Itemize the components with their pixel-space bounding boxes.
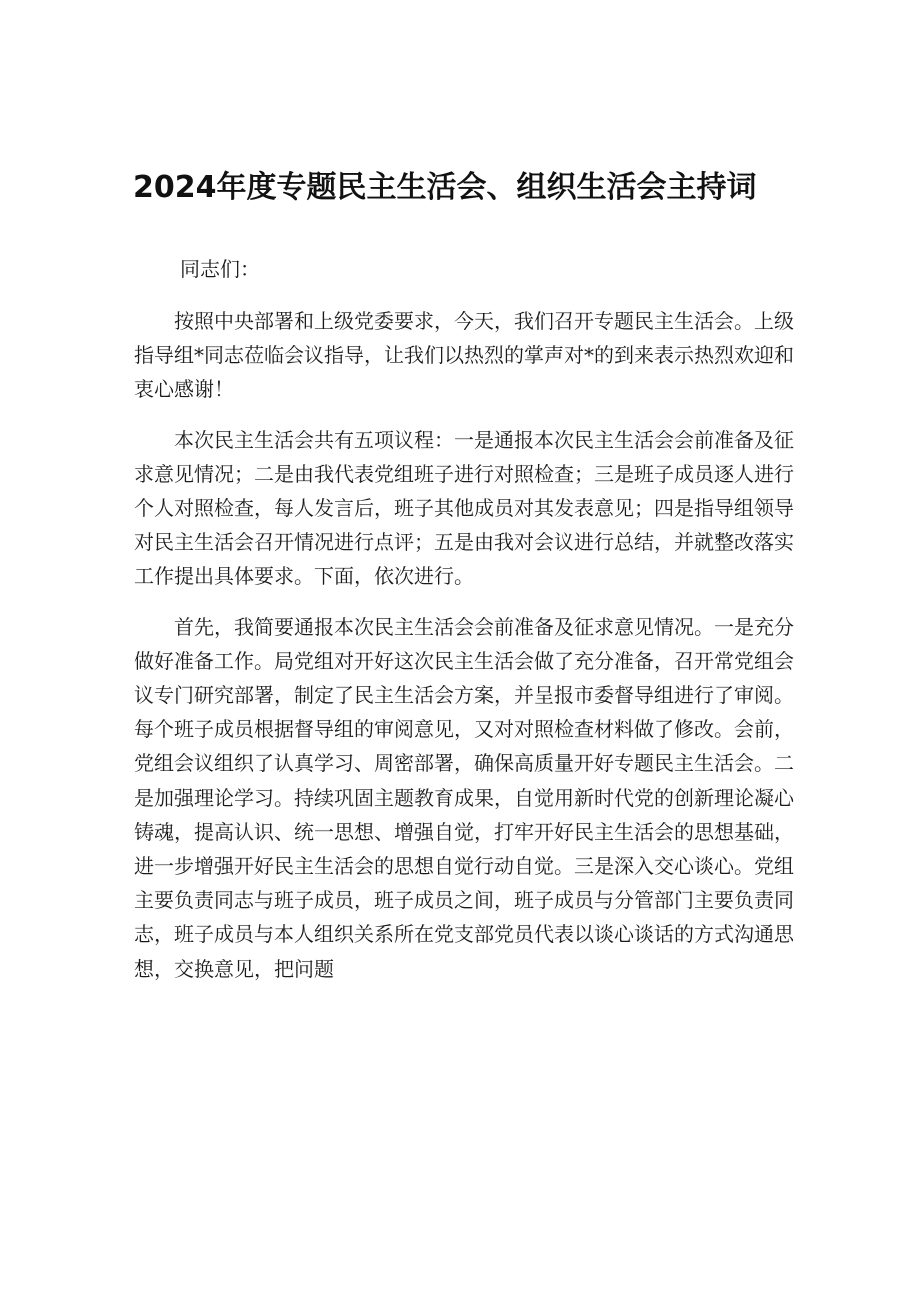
paragraph-opening: 按照中央部署和上级党委要求，今天，我们召开专题民主生活会。上级指导组*同志莅临会议指导，让我们以热烈的掌声对*的到来表示热烈欢迎和衷心感谢！ [134, 309, 794, 402]
salutation: 同志们： [180, 257, 260, 281]
document-title: 2024年度专题民主生活会、组织生活会主持词 [133, 170, 757, 205]
document-body [134, 304, 794, 1002]
paragraph-agenda: 本次民主生活会共有五项议程：一是通报本次民主生活会会前准备及征求意见情况；二是由我代表党组班子进行对照检查；三是班子成员逐人进行个人对照检查，每人发言后，班子其他成员对其发表意见；四是指导组领导对民主生活会召开情况进行点评；五是由我对会议进行总结，并就整改落实工作提出具体要求。下面，依次进行。 [134, 427, 794, 589]
paragraph-preparation-report: 首先，我简要通报本次民主生活会会前准备及征求意见情况。一是充分做好准备工作。局党组对开好这次民主生活会做了充分准备，召开常党组会议专门研究部署，制定了民主生活会方案，并呈报市委督导组进行了审阅。每个班子成员根据督导组的审阅意见，又对对照检查材料做了修改。会前，党组会议组织了认真学习、周密部署，确保高质量开好专题民主生活会。二是加强理论学习。持续巩固主题教育成果，自觉用新时代党的创新理论凝心铸魂，提高认识、统一思想、增强自觉，打牢开好民主生活会的思想基础，进一步增强开好民主生活会的思想自觉行动自觉。三是深入交心谈心。党组主要负责同志与班子成员，班子成员之间，班子成员与分管部门主要负责同志，班子成员与本人组织关系所在党支部党员代表以谈心谈话的方式沟通思想，交换意见，把问题 [134, 614, 794, 981]
